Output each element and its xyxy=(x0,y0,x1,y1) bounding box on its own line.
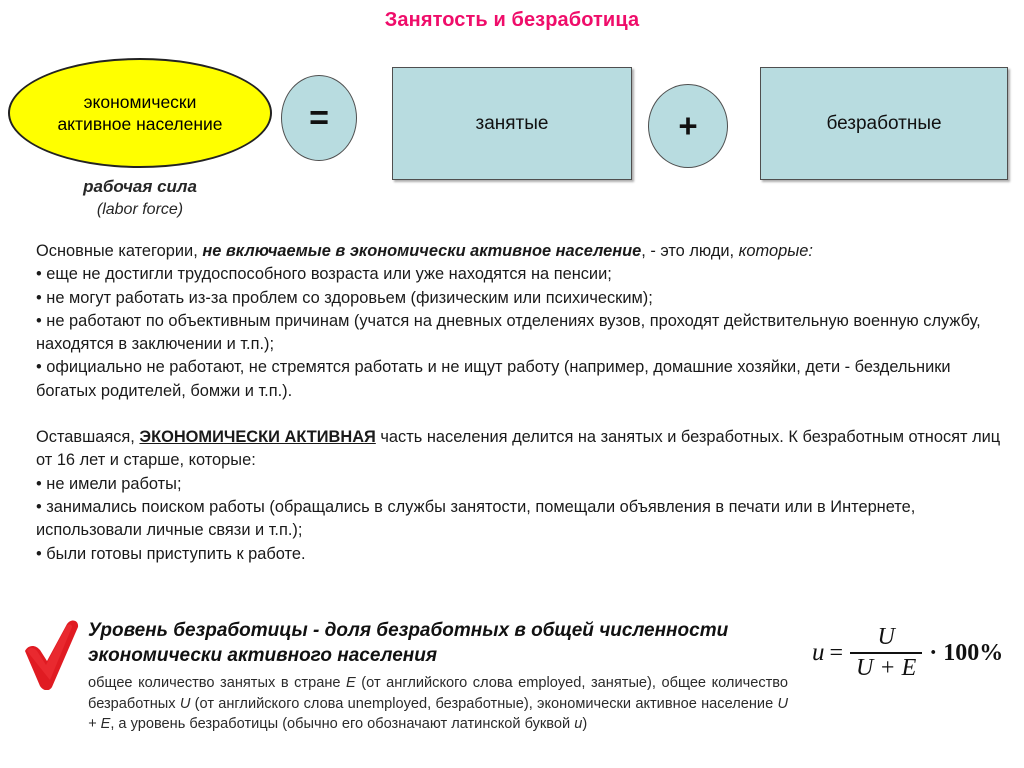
body-text xyxy=(36,240,1001,566)
para2-emphasis: ЭКОНОМИЧЕСКИ АКТИВНАЯ xyxy=(139,428,376,447)
bullet-item: • не имели работы; xyxy=(36,474,182,493)
formula-multiplier: · 100% xyxy=(929,639,1004,666)
variable-lowercase-u: u xyxy=(574,716,583,732)
intro-emphasis: не включаемые в экономически активное население xyxy=(202,242,642,260)
definition-heading xyxy=(88,618,778,668)
explanation-part-5: ) xyxy=(582,716,588,732)
definition-explanation xyxy=(88,673,788,735)
page-title: Занятость и безработица xyxy=(384,9,640,31)
formula-lhs: u xyxy=(812,639,825,666)
formula-fraction xyxy=(850,624,922,682)
bullet-item: • официально не работают, не стремятся работать и не ищут работу (например, домашние хозяйки, дети - бездельники богатых родителей, бомжи и т.п.). xyxy=(36,358,951,400)
formula-numerator: U xyxy=(877,624,895,650)
explanation-part-2: (от английского слова employed, занятые), общее количество безработных xyxy=(88,675,789,712)
definition-heading-line-1: Уровень безработицы - доля безработных в общей xyxy=(88,620,594,641)
bullet-item: • не могут работать из-за проблем со здоровьем (физическим или психическим); xyxy=(36,288,653,307)
bullet-item: • были готовы приступить к работе. xyxy=(36,544,306,563)
equation-diagram xyxy=(0,0,1024,225)
para2-tail: часть населения делится на занятых и безработных. К безработным относят лиц от 16 лет и старше, которые: xyxy=(36,428,1001,470)
labor-force-line-2: активное население xyxy=(57,114,223,134)
explanation-part-1: общее количество занятых в стране xyxy=(88,675,347,691)
variable-e: E xyxy=(346,675,356,691)
unemployed-box: безработные xyxy=(760,67,1008,180)
labor-force-caption xyxy=(8,176,272,220)
labor-force-line-1: экономически xyxy=(83,91,197,112)
explanation-part-4: , а уровень безработицы (обычно его обозначают латинской буквой xyxy=(110,716,575,732)
intro-tail-italic: которые: xyxy=(738,242,813,260)
paragraph-spacer xyxy=(36,403,1001,426)
labor-force-caption-en: (labor force) xyxy=(96,200,184,218)
para2-lead: Оставшаяся, xyxy=(36,428,140,447)
formula-denominator: U + E xyxy=(856,655,917,681)
bullet-item: • еще не достигли трудоспособного возраста или уже находятся на пенсии; xyxy=(36,265,612,284)
unemployment-rate-formula xyxy=(812,624,1003,682)
bullet-item: • занимались поиском работы (обращались в службы занятости, помещали объявления в печати или в Интернете, использовали личные связи и т.п.); xyxy=(36,497,916,540)
labor-force-caption-ru: рабочая сила xyxy=(83,177,197,196)
plus-operator-icon: + xyxy=(648,84,728,168)
intro-tail: , - это люди, xyxy=(641,242,739,260)
employed-box: занятые xyxy=(392,67,632,180)
red-checkmark-icon xyxy=(16,618,88,690)
equals-operator-icon: = xyxy=(281,75,357,161)
variable-u-plus-e: U + E xyxy=(88,695,788,732)
intro-paragraph xyxy=(36,240,1001,263)
explanation-part-3: (от английского слова unemployed, безработные), экономически активное население xyxy=(190,695,778,712)
labor-force-ellipse xyxy=(8,58,272,168)
second-paragraph xyxy=(36,426,1001,473)
bullet-item: • не работают по объективным причинам (учатся на дневных отделениях вузов, проходят действительную военную службу, находятся в заключении и т.п.); xyxy=(36,311,981,354)
definition-heading-line-2: численности экономически активного населения xyxy=(88,620,729,666)
formula-equals-sign: = xyxy=(829,639,844,666)
intro-lead: Основные категории, xyxy=(36,242,203,260)
variable-u: U xyxy=(179,695,191,712)
